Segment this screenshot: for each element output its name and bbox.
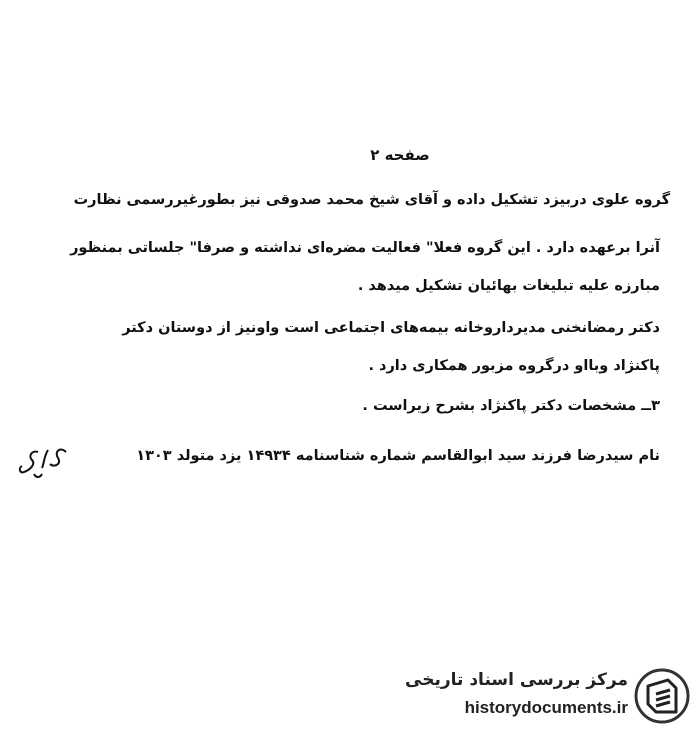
watermark: [405, 668, 690, 728]
text-line-7: نام سیدرضا فرزند سید ابوالقاسم شماره شناسنامه ۱۴۹۳۴ یزد متولد ۱۳۰۳: [136, 448, 660, 464]
text-line-2: آنرا برعهده دارد . این گروه فعلا" فعالیت مضره‌ای نداشته و صرفا" جلساتی بمنظور: [70, 240, 660, 256]
text-line-3: مبارزه علیه تبلیغات بهائیان تشکیل میدهد .: [357, 278, 660, 294]
text-line-5: پاکنژاد وبااو درگروه مزبور همکاری دارد .: [368, 358, 660, 374]
handwritten-signature: [14, 438, 74, 482]
page-number-header: صفحه ۲: [370, 146, 430, 164]
text-line-4: دکتر رمضانخنی مدیرداروخانه بیمه‌های اجتماعی است واونیز از دوستان دکتر: [122, 320, 660, 336]
watermark-url[interactable]: historydocuments.ir: [464, 698, 628, 717]
text-line-1: گروه علوی دربیزد تشکیل داده و آقای شیخ محمد صدوقی نیز بطورغیررسمی نظارت: [73, 192, 670, 208]
text-line-6: ۳ــ مشخصات دکتر پاکنژاد بشرح زیراست .: [362, 398, 660, 414]
watermark-title: مرکز بررسی اسناد تاریخی: [405, 670, 628, 690]
archive-logo-icon: [634, 668, 690, 724]
